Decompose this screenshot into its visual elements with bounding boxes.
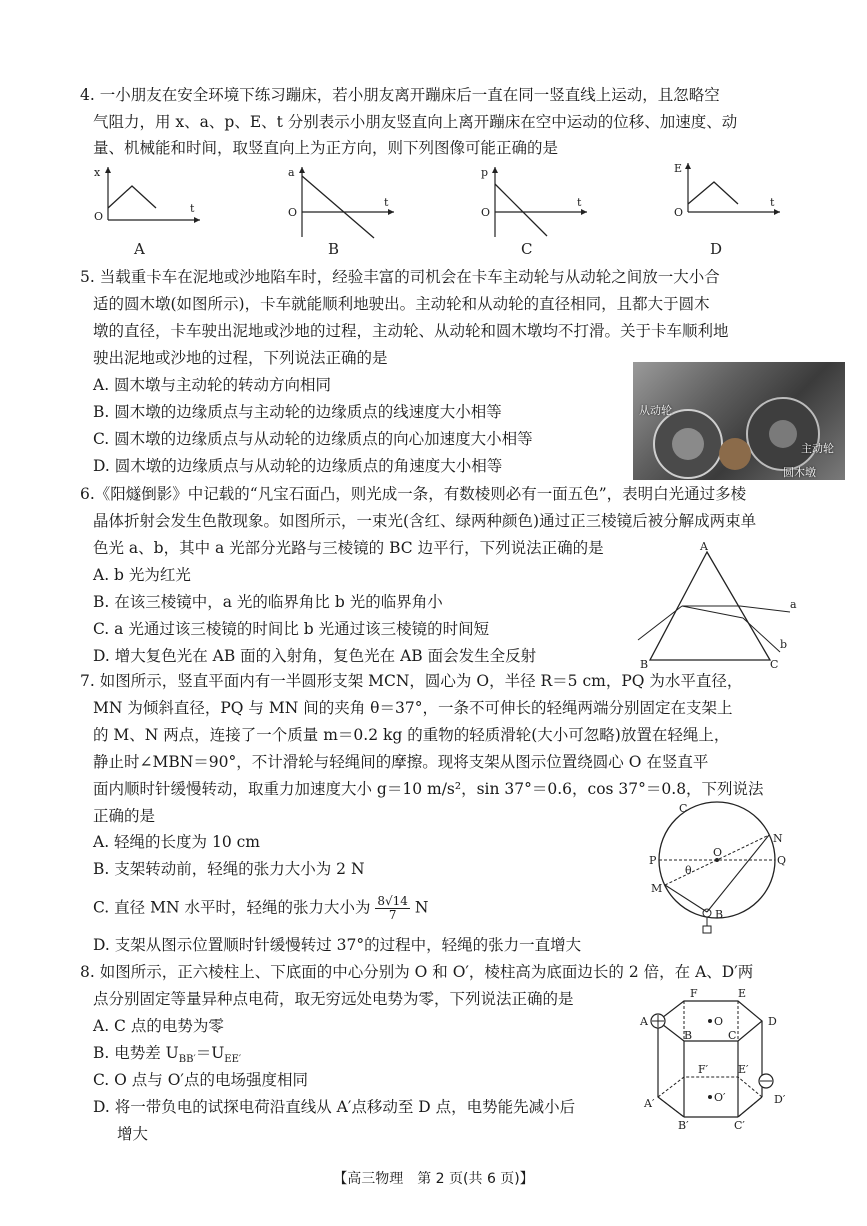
vertex-d-prime-label: D′ bbox=[774, 1093, 786, 1106]
graph-a-xlabel: t bbox=[190, 202, 195, 215]
graph-a-origin: O bbox=[94, 210, 104, 223]
page-footer: 【高三物理 第 2 页(共 6 页)】 bbox=[333, 1171, 534, 1187]
graph-b-option: B bbox=[328, 240, 340, 258]
graph-c-option: C bbox=[521, 240, 533, 258]
graph-c-ylabel: p bbox=[481, 166, 489, 179]
q5-line-3: 墩的直径，卡车驶出泥地或沙地的过程，主动轮、从动轮和圆木墩均不打滑。关于卡车顺利地 bbox=[93, 322, 729, 340]
q8-option-b-text: B. 电势差 U bbox=[93, 1044, 179, 1062]
theta-label: θ bbox=[685, 864, 692, 877]
graph-d-origin: O bbox=[674, 206, 684, 219]
prism-vertex-c: C bbox=[770, 658, 779, 670]
fraction-denominator: 7 bbox=[388, 908, 397, 922]
bracket-figure bbox=[645, 800, 805, 942]
center-o-prime-label: O′ bbox=[714, 1091, 726, 1104]
follower-wheel-label: 从动轮 bbox=[639, 404, 672, 417]
q4-graph-d bbox=[668, 158, 788, 262]
q5-option-d: D. 圆木墩的边缘质点与从动轮的边缘质点的角速度大小相等 bbox=[93, 457, 503, 475]
graph-d-ylabel: E bbox=[674, 162, 683, 175]
ray-a-label: a bbox=[790, 598, 797, 611]
q8-option-c: C. O 点与 O′点的电场强度相同 bbox=[93, 1071, 308, 1089]
q8-option-b-eq: ＝U bbox=[195, 1044, 225, 1062]
point-m-label: M bbox=[651, 882, 663, 895]
q7-line-3: 的 M、N 两点，连接了一个质量 m＝0.2 kg 的重物的轻质滑轮(大小可忽略)放置在轻绳上， bbox=[93, 726, 730, 744]
vertex-f-prime-label: F′ bbox=[698, 1063, 709, 1076]
q5-line-4: 驶出泥地或沙地的过程，下列说法正确的是 bbox=[93, 349, 388, 367]
vertex-a-label: A bbox=[640, 1015, 648, 1028]
fraction-numerator: 8√14 bbox=[377, 894, 408, 908]
vertex-d-label: D bbox=[768, 1015, 777, 1028]
point-o-label: O bbox=[713, 846, 723, 859]
graph-c-xlabel: t bbox=[577, 196, 582, 209]
q7-option-d: D. 支架从图示位置顺时针缓慢转过 37°的过程中，轻绳的张力一直增大 bbox=[93, 936, 582, 954]
q8-option-d-line-2: 增大 bbox=[117, 1125, 149, 1143]
q8-line-2: 点分别固定等量异种点电荷，取无穷远处电势为零，下列说法正确的是 bbox=[93, 990, 574, 1008]
q7-option-c-text: C. 直径 MN 水平时，轻绳的张力大小为 bbox=[93, 898, 371, 917]
point-c-label: C bbox=[679, 802, 688, 815]
q7-option-b: B. 支架转动前，轻绳的张力大小为 2 N bbox=[93, 860, 365, 878]
graph-d-xlabel: t bbox=[770, 196, 775, 209]
q8-option-b-sub2: EE′ bbox=[224, 1054, 242, 1066]
q6-option-d: D. 增大复色光在 AB 面的入射角，复色光在 AB 面会发生全反射 bbox=[93, 647, 537, 665]
q8-line-1: 8. 如图所示，正六棱柱上、下底面的中心分别为 O 和 O′，棱柱高为底面边长的 2 倍，在 A、D′两 bbox=[80, 963, 754, 981]
q6-option-b: B. 在该三棱镜中，a 光的临界角比 b 光的临界角小 bbox=[93, 593, 443, 611]
point-n-label: N bbox=[773, 832, 783, 845]
prism-figure bbox=[630, 540, 800, 670]
q7-option-c-fraction bbox=[375, 895, 410, 922]
q5-line-2: 适的圆木墩(如图所示)，卡车就能顺利地驶出。主动轮和从动轮的直径相同，且都大于圆木 bbox=[93, 295, 710, 313]
vertex-b-prime-label: B′ bbox=[678, 1119, 689, 1130]
vertex-b-label: B bbox=[684, 1029, 693, 1042]
q6-line-3: 色光 a、b，其中 a 光部分光路与三棱镜的 BC 边平行，下列说法正确的是 bbox=[93, 539, 604, 557]
q8-option-d-line-1: D. 将一带负电的试探电荷沿直线从 A′点移动至 D 点，电势能先减小后 bbox=[93, 1098, 576, 1116]
point-p-label: P bbox=[649, 854, 657, 867]
graph-b-origin: O bbox=[288, 206, 298, 219]
q5-option-b: B. 圆木墩的边缘质点与主动轮的边缘质点的线速度大小相等 bbox=[93, 403, 502, 421]
ray-b-label: b bbox=[780, 638, 788, 651]
graph-a-ylabel: x bbox=[94, 166, 101, 179]
q4-graph-b bbox=[282, 162, 402, 262]
driver-wheel-label: 主动轮 bbox=[801, 442, 834, 455]
q5-option-c: C. 圆木墩的边缘质点与从动轮的边缘质点的向心加速度大小相等 bbox=[93, 430, 533, 448]
graph-b-ylabel: a bbox=[288, 166, 295, 179]
q7-option-a: A. 轻绳的长度为 10 cm bbox=[93, 833, 261, 851]
vertex-e-prime-label: E′ bbox=[738, 1063, 749, 1076]
prism-vertex-b: B bbox=[640, 658, 649, 670]
center-o-label: O bbox=[714, 1015, 724, 1028]
q6-line-1: 6.《阳燧倒影》中记载的“凡宝石面凸，则光成一条，有数棱则必有一面五色”，表明白光通过多棱 bbox=[80, 485, 747, 503]
q5-option-a: A. 圆木墩与主动轮的转动方向相同 bbox=[93, 376, 332, 394]
vertex-f-label: F bbox=[690, 987, 698, 1000]
q7-option-c bbox=[93, 895, 428, 922]
q4-line-1: 4. 一小朋友在安全环境下练习蹦床，若小朋友离开蹦床后一直在同一竖直线上运动，且忽略空 bbox=[80, 86, 720, 104]
graph-a-option: A bbox=[134, 240, 145, 258]
q6-line-2: 晶体折射会发生色散现象。如图所示，一束光(含红、绿两种颜色)通过正三棱镜后被分解成两束单 bbox=[93, 512, 757, 530]
q8-option-a: A. C 点的电势为零 bbox=[93, 1017, 224, 1035]
q5-line-1: 5. 当载重卡车在泥地或沙地陷车时，经验丰富的司机会在卡车主动轮与从动轮之间放一大小合 bbox=[80, 268, 720, 286]
q7-line-1: 7. 如图所示，竖直平面内有一半圆形支架 MCN，圆心为 O，半径 R＝5 cm，PQ 为水平直径， bbox=[80, 672, 743, 690]
graph-d-option: D bbox=[710, 240, 723, 258]
log-label: 圆木墩 bbox=[783, 466, 816, 479]
q7-line-2: MN 为倾斜直径，PQ 与 MN 间的夹角 θ＝37°，一条不可伸长的轻绳两端分别固定在支架上 bbox=[93, 699, 733, 717]
q8-option-b bbox=[93, 1042, 241, 1071]
point-b-label: B bbox=[715, 908, 724, 921]
vertex-a-prime-label: A′ bbox=[644, 1097, 655, 1110]
graph-c-origin: O bbox=[481, 206, 491, 219]
q7-option-c-unit: N bbox=[414, 898, 429, 917]
q7-line-5: 面内顺时针缓慢转动，取重力加速度大小 g＝10 m/s²，sin 37°＝0.6，cos 37°＝0.8，下列说法 bbox=[93, 780, 764, 798]
q6-option-c: C. a 光通过该三棱镜的时间比 b 光通过该三棱镜的时间短 bbox=[93, 620, 490, 638]
q4-line-3: 量、机械能和时间，取竖直向上为正方向，则下列图像可能正确的是 bbox=[93, 139, 559, 157]
q8-option-b-sub1: BB′ bbox=[178, 1054, 196, 1066]
q4-line-2: 气阻力，用 x、a、p、E、t 分别表示小朋友竖直向上离开蹦床在空中运动的位移、加速度、动 bbox=[93, 113, 738, 131]
hexagonal-prism-figure bbox=[638, 985, 798, 1130]
q6-option-a: A. b 光为红光 bbox=[93, 566, 191, 584]
q7-line-6: 正确的是 bbox=[93, 807, 156, 825]
vertex-c-label: C bbox=[728, 1029, 737, 1042]
q7-line-4: 静止时∠MBN＝90°，不计滑轮与轻绳间的摩擦。现将支架从图示位置绕圆心 O 在竖直平 bbox=[93, 753, 709, 771]
prism-vertex-a: A bbox=[700, 540, 708, 553]
vertex-c-prime-label: C′ bbox=[734, 1119, 745, 1130]
q4-graph-c bbox=[475, 162, 595, 262]
point-q-label: Q bbox=[777, 854, 787, 867]
q4-graph-a bbox=[88, 162, 208, 262]
vertex-e-label: E bbox=[738, 987, 747, 1000]
truck-wheel-photo bbox=[633, 362, 845, 480]
graph-b-xlabel: t bbox=[384, 196, 389, 209]
